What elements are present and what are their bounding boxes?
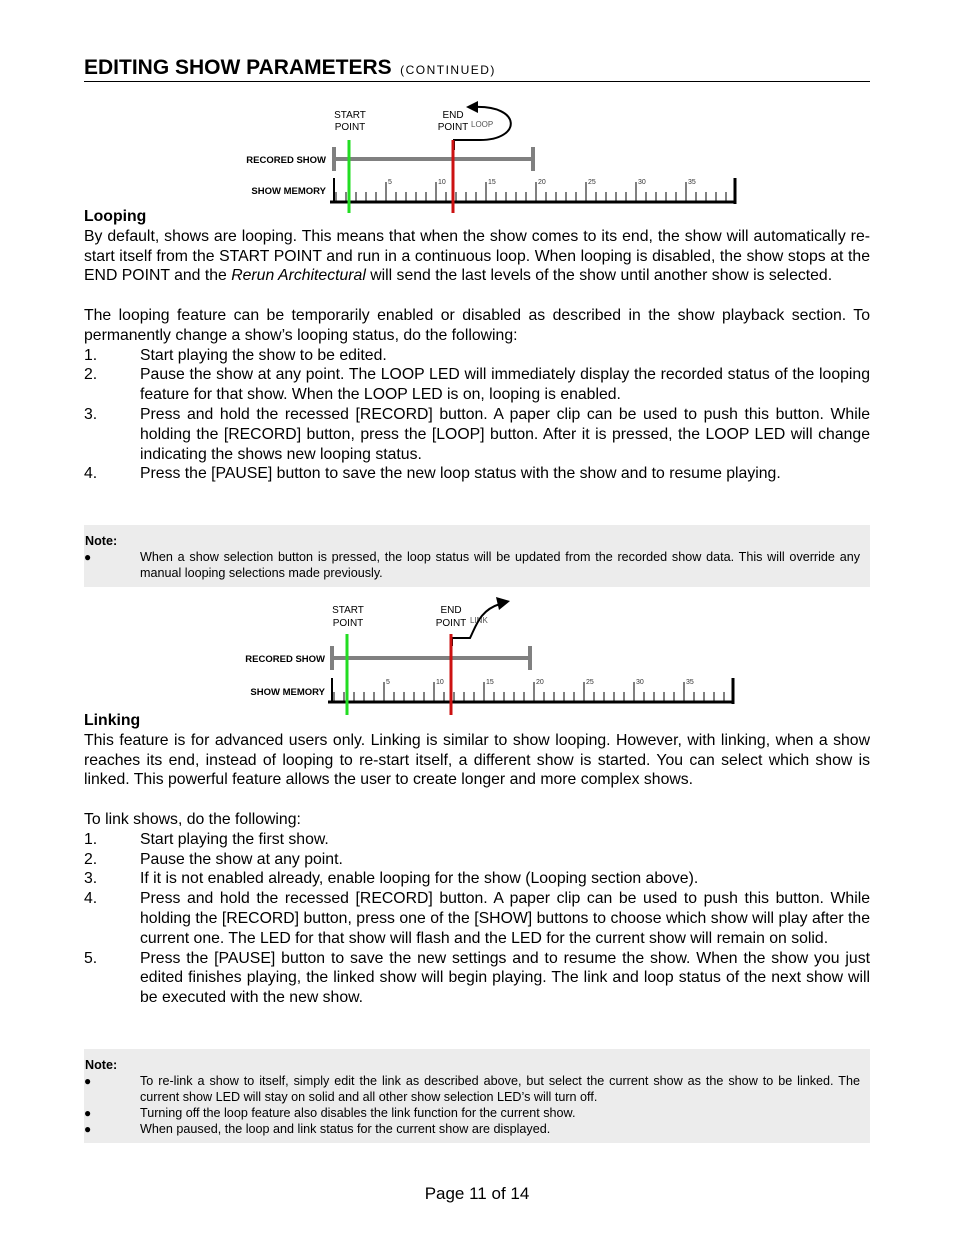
start-label-1: START <box>334 110 366 121</box>
step-number: 4. <box>84 465 98 483</box>
list-item <box>84 1121 870 1137</box>
end-label-1: END <box>440 605 462 616</box>
product-name: Rerun Architectural <box>231 267 366 285</box>
start-label-2: POINT <box>332 618 364 629</box>
note-text: To re-link a show to itself, simply edit the link as described above, but select the current show as the show to be linked. The current show LED will stay on solid and all other show selection LED’s will turn off. <box>140 1074 860 1104</box>
list-item <box>84 1073 870 1105</box>
list-item <box>84 549 870 581</box>
ruler-tick-label: 35 <box>686 679 694 686</box>
note-label: Note: <box>85 534 118 548</box>
list-item <box>84 869 870 889</box>
note-box-looping <box>84 525 870 587</box>
ruler-tick-label: 10 <box>438 179 446 186</box>
show-memory-ruler <box>336 179 726 202</box>
end-label-1: END <box>442 110 464 121</box>
step-number: 4. <box>84 890 98 908</box>
list-item <box>84 464 870 484</box>
note-label: Note: <box>85 1058 118 1072</box>
bullet-icon: ● <box>84 1074 92 1088</box>
ruler-tick-label: 25 <box>588 179 596 186</box>
page-title <box>84 56 870 82</box>
list-item <box>84 830 870 850</box>
show-memory-ruler <box>334 679 724 702</box>
linking-paragraph-1: This feature is for advanced users only. Linking is similar to show looping. However, with linking, when a show reaches its end, instead of looping to re-start itself, a different show is started. You can select which show is linked. This powerful feature allows the user to create longer and more complex shows. <box>84 731 870 789</box>
linking-section <box>84 711 870 1008</box>
step-number: 3. <box>84 870 98 888</box>
title-text: EDITING SHOW PARAMETERS <box>84 56 392 79</box>
looping-p1-part-b: will send the last levels of the show until another show is selected. <box>365 267 833 285</box>
show-memory-label: SHOW MEMORY <box>251 186 326 197</box>
show-memory-label: SHOW MEMORY <box>250 687 325 698</box>
ruler-tick-label: 25 <box>586 679 594 686</box>
step-number: 2. <box>84 850 98 868</box>
end-label-2: POINT <box>437 122 469 133</box>
list-item <box>84 346 870 366</box>
loop-diagram <box>240 100 740 215</box>
ruler-tick-label: 5 <box>388 179 392 186</box>
page-number: Page 11 of 14 <box>424 1184 530 1203</box>
list-item <box>84 1105 870 1121</box>
link-arrow-label: LINK <box>470 616 488 625</box>
step-number: 1. <box>84 830 98 848</box>
list-item <box>84 889 870 948</box>
list-item <box>84 365 870 405</box>
list-item <box>84 405 870 464</box>
step-text: Start playing the show to be edited. <box>140 346 387 364</box>
ruler-tick-label: 20 <box>536 679 544 686</box>
note-text: When paused, the loop and link status for the current show are displayed. <box>140 1122 551 1136</box>
start-label-1: START <box>332 605 364 616</box>
step-text: Press and hold the recessed [RECORD] button. A paper clip can be used to push this button. While holding the [RECORD] button, press one of the [SHOW] buttons to choose which show will play after the current one. The LED for that show will flash and the LED for the current show will remain on solid. <box>140 890 870 947</box>
linking-steps <box>84 830 870 1008</box>
recorded-show-label: RECORED SHOW <box>245 654 325 665</box>
list-item <box>84 850 870 870</box>
ruler-tick-label: 30 <box>638 179 646 186</box>
step-number: 1. <box>84 346 98 364</box>
linking-paragraph-2: To link shows, do the following: <box>84 810 301 828</box>
bullet-icon: ● <box>84 550 92 564</box>
link-arrowhead-icon <box>496 597 510 610</box>
loop-arrowhead-icon <box>466 101 478 113</box>
step-text: Pause the show at any point. The LOOP LED will immediately display the recorded status of the looping feature for that show. When the LOOP LED is on, looping is enabled. <box>140 366 870 404</box>
step-number: 5. <box>84 949 98 967</box>
looping-paragraph-1 <box>84 227 870 286</box>
looping-p1-part-a: By default, shows are looping. This means that when the show comes to its end, the show will automatically re-start itself from the START POINT and run in a continuous loop. When looping is disabled, the show stops at the END POINT and the <box>84 227 870 285</box>
note-text: Turning off the loop feature also disables the link function for the current show. <box>140 1106 576 1120</box>
step-text: Press the [PAUSE] button to save the new loop status with the show and to resume playing. <box>140 465 781 483</box>
list-item <box>84 949 870 1008</box>
bullet-icon: ● <box>84 1106 92 1120</box>
step-text: Press the [PAUSE] button to save the new settings and to resume the show. When the show you just edited finishes playing, the linked show will begin playing. The link and loop status of the next show will be executed with the new show. <box>140 949 870 1007</box>
step-number: 2. <box>84 366 98 384</box>
linking-heading: Linking <box>84 712 141 729</box>
looping-paragraph-2: The looping feature can be temporarily enabled or disabled as described in the show playback section. To permanently change a show’s looping status, do the following: <box>84 306 870 344</box>
looping-heading: Looping <box>84 208 147 225</box>
loop-arrow-label: LOOP <box>471 120 494 129</box>
ruler-tick-label: 15 <box>486 679 494 686</box>
ruler-tick-label: 10 <box>436 679 444 686</box>
title-continued: (CONTINUED) <box>400 63 496 77</box>
ruler-tick-label: 15 <box>488 179 496 186</box>
recorded-show-label: RECORED SHOW <box>246 155 326 166</box>
step-text: Pause the show at any point. <box>140 850 343 868</box>
looping-section <box>84 207 870 484</box>
ruler-tick-label: 35 <box>688 179 696 186</box>
note-text: When a show selection button is pressed, the loop status will be updated from the recorded show data. This will override any manual looping selections made previously. <box>140 550 860 580</box>
note-list <box>84 549 870 581</box>
step-number: 3. <box>84 405 98 423</box>
note-box-linking <box>84 1049 870 1143</box>
note-list <box>84 1073 870 1137</box>
step-text: Press and hold the recessed [RECORD] button. A paper clip can be used to push this button. While holding the [RECORD] button, press the [LOOP] button. After it is pressed, the LOOP LED will change indicating the shows new looping status. <box>140 405 870 463</box>
link-diagram <box>238 596 738 716</box>
end-label-2: POINT <box>435 618 467 629</box>
start-label-2: POINT <box>334 122 366 133</box>
ruler-tick-label: 30 <box>636 679 644 686</box>
step-text: Start playing the first show. <box>140 830 329 848</box>
bullet-icon: ● <box>84 1122 92 1136</box>
step-text: If it is not enabled already, enable looping for the show (Looping section above). <box>140 870 699 888</box>
looping-steps <box>84 346 870 485</box>
ruler-tick-label: 20 <box>538 179 546 186</box>
ruler-tick-label: 5 <box>386 679 390 686</box>
